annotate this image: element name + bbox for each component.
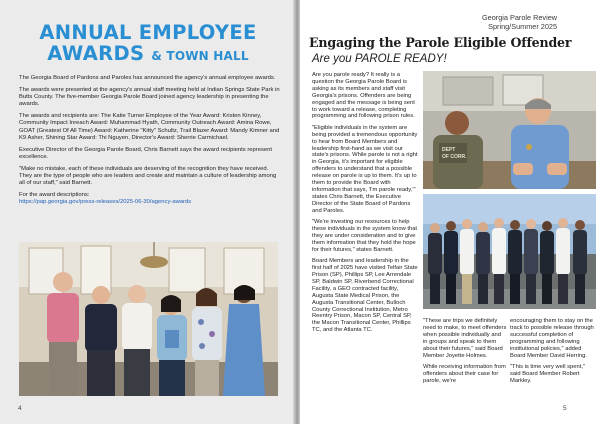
left-title-awards: AWARDS [47,42,145,65]
left-title-line2 [8,43,288,67]
right-article-title: Engaging the Parole Eligible Offender [309,35,572,50]
link-intro: For the award descriptions: [19,192,90,199]
column-paragraph: While receiving information from offenders about their case for parole, we're [423,363,506,384]
publication-header [482,14,557,31]
left-paragraph: The awards were presented at the agency's annual staff meeting held at Indian Springs State Park in Butts County. The five-member Georgia Parole Board joined agency leadership in presenting the awards. [19,87,280,108]
column-paragraph: encouraging them to stay on the track to possible release through successful completion of programming and following institutional policies," added Board Member David Herring. [510,318,594,359]
left-paragraph: The awards and recipients are: The Katie Turner Employee of the Year Award: Kristen Kinney, Community Impact Inreach Award: Muhammad Hyath, Community Outreach Award: Amina Rowe, GOAT (Greatest Of All Time) Award: Katherine "Kitty" Schultz, Trail Blazer Award: Mandy Kimner and K9 Asher, Shining Star Award: Thi Nguyen, Director's Award: Sherrie Carmichael. [19,113,280,141]
publication-issue: Spring/Summer 2025 [488,21,558,31]
page-gutter [293,0,300,424]
award-descriptions-link[interactable]: https://pap.georgia.gov/press-releases/2025-06-30/agency-awards [19,199,192,206]
publication-name: Georgia Parole Review [482,13,558,22]
column-paragraph: "Eligible individuals in the system are being provided a tremendous opportunity to hear from Board Members and leadership first-hand as we visit our state's prisons. While parole is not a right in Georgia, it's important for eligible offenders to understand that a possible release on parole is up to them. It's up to them to provide the Board with information that says, 'I'm parole ready,'" states Chris Barnett, the Executive Director of the State Board of Pardons and Paroles. [312,124,418,214]
article-column-2 [423,318,507,389]
left-page [0,0,293,424]
column-paragraph: "We're investing our resources to help these individuals in the system know that they are under consideration and to give them information that they hold the hope for their futures," states Barnett. [312,219,418,253]
svg-text:OF CORR.: OF CORR. [442,154,467,160]
right-article-subtitle: Are you PAROLE READY! [312,53,447,65]
left-title-line1: ANNUAL EMPLOYEE [39,21,257,44]
column-paragraph: "These are trips we definitely need to make, to meet offenders when possible individually and in groups and speak to them about their futures," said Board Member Joyette Holmes. [423,318,507,359]
svg-text:DEPT: DEPT [442,147,456,153]
article-column-3 [510,318,596,389]
column-paragraph: Are you parole ready? It really is a question the Georgia Parole Board is asking as its members and staff visit Georgia's prisons. Offenders are being engaged and the message is being sent to work toward a release, completing programming and following prison rules. [312,72,415,120]
board-group-photo [423,194,596,309]
page-number-right: 5 [563,405,567,412]
left-article-body [19,75,281,206]
left-paragraph: "Make no mistake, each of these individuals are deserving of the recognition they have received. They are the type of people who are leaders and create and maintain a culture of leadership among all of our staff," said Barnett. [19,165,277,187]
left-paragraph: The Georgia Board of Pardons and Paroles has announced the agency's annual employee awards. [19,75,276,81]
left-title-town-hall: & TOWN HALL [151,49,249,63]
meeting-photo [423,71,596,189]
column-paragraph: Board Members and leadership in the first half of 2025 have visited Telfair State Prison (SP), Phillips SP, Lee Arrendale SP, Baldwin SP, Riverbend Correctional Facility, a GEO contracted facility, Augusta State Medical Prison, the Augusta Transitional Center, Bulloch County Correctional Institution, Metro Reentry Prison, Macon SP, Central SP, the Macon Transitional Center, Phillips TC, and the Atlanta TC. [312,258,418,334]
award-group-photo [19,242,278,396]
column-paragraph: "This is time very well spent," said Board Member Robert Markley. [510,363,585,384]
left-paragraph: Executive Director of the Georgia Parole Board, Chris Barnett says the award recipients represent excellence. [19,146,273,160]
article-column-1 [312,72,418,339]
page-number-left: 4 [18,405,22,412]
